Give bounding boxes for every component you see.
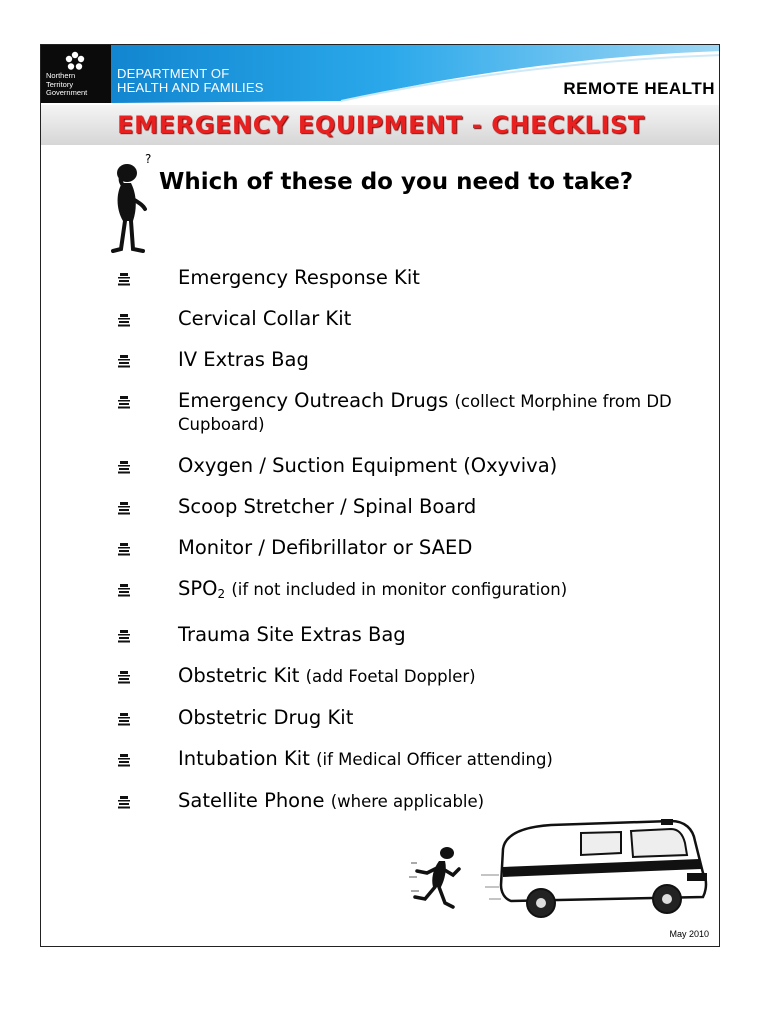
header: [41, 45, 720, 105]
bullet-icon: [117, 354, 131, 368]
bullet-icon: [117, 460, 131, 474]
equipment-checklist: [117, 267, 717, 832]
item-note: (add Foetal Doppler): [305, 667, 476, 686]
bullet-icon: [117, 395, 131, 409]
item-label: Satellite Phone: [178, 789, 325, 812]
checklist-item: [117, 707, 717, 729]
section-label: REMOTE HEALTH: [563, 79, 715, 98]
bullet-icon: [117, 753, 131, 767]
item-note: (if Medical Officer attending): [316, 750, 553, 769]
ambulance-illustration: [481, 815, 711, 925]
checklist-item: [117, 455, 717, 477]
question-heading: Which of these do you need to take?: [159, 169, 634, 195]
bullet-icon: [117, 670, 131, 684]
item-note: (collect Morphine from DD Cupboard): [178, 392, 672, 434]
svg-text:?: ?: [145, 152, 152, 166]
item-subscript: 2: [217, 587, 226, 601]
bullet-icon: [117, 712, 131, 726]
bullet-icon: [117, 501, 131, 515]
item-label: Emergency Outreach Drugs: [178, 389, 449, 412]
thinking-figure-icon: [105, 151, 159, 257]
checklist-item: [117, 496, 717, 518]
item-label: Scoop Stretcher / Spinal Board: [178, 495, 477, 518]
item-label: IV Extras Bag: [178, 348, 309, 371]
item-label: SPO: [178, 577, 218, 600]
document-page: [40, 44, 720, 947]
checklist-item: [117, 665, 717, 688]
checklist-item: [117, 537, 717, 559]
item-label: Monitor / Defibrillator or SAED: [178, 536, 473, 559]
department-name: DEPARTMENT OF HEALTH AND FAMILIES: [117, 66, 264, 95]
desert-rose-icon: [64, 51, 86, 73]
item-note: (where applicable): [330, 792, 485, 811]
item-label: Oxygen / Suction Equipment (Oxyviva): [178, 454, 558, 477]
bullet-icon: [117, 583, 131, 597]
checklist-item: [117, 267, 717, 289]
item-label: Obstetric Drug Kit: [178, 706, 354, 729]
nt-government-logo: [41, 45, 111, 103]
page-title: EMERGENCY EQUIPMENT - CHECKLIST: [117, 111, 645, 139]
item-label: Emergency Response Kit: [178, 266, 420, 289]
bullet-icon: [117, 795, 131, 809]
checklist-item: [117, 578, 717, 605]
bullet-icon: [117, 542, 131, 556]
checklist-item: [117, 624, 717, 646]
checklist-item: [117, 308, 717, 330]
title-bar: [41, 105, 720, 145]
bullet-icon: [117, 629, 131, 643]
running-figure-icon: [409, 843, 467, 915]
checklist-item: [117, 790, 717, 813]
bullet-icon: [117, 313, 131, 327]
document-date: May 2010: [669, 929, 709, 939]
item-label: Obstetric Kit: [178, 664, 300, 687]
checklist-item: [117, 349, 717, 371]
logo-text: Northern Territory Government: [46, 71, 88, 97]
item-label: Cervical Collar Kit: [178, 307, 352, 330]
checklist-item: [117, 390, 717, 436]
checklist-item: [117, 748, 717, 771]
item-note: (if not included in monitor configuration): [231, 580, 568, 599]
item-label: Trauma Site Extras Bag: [178, 623, 406, 646]
item-label: Intubation Kit: [178, 747, 310, 770]
bullet-icon: [117, 272, 131, 286]
